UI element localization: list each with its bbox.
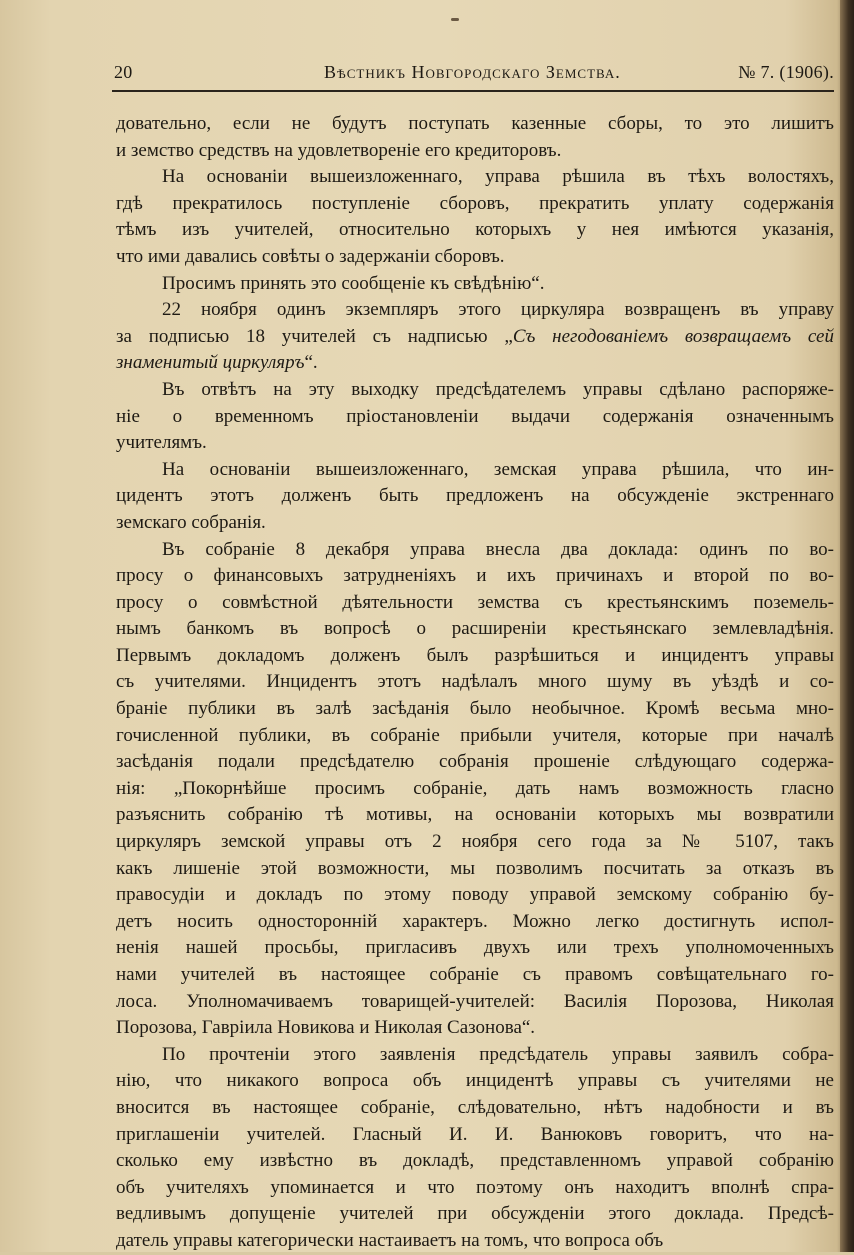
article-body bbox=[116, 111, 834, 1255]
paragraph bbox=[116, 164, 834, 270]
running-header bbox=[114, 62, 834, 88]
text-line: Порозова, Гавріила Новикова и Николая Сазонова“. bbox=[116, 1017, 536, 1039]
text-line: Первымъ докладомъ долженъ былъ разрѣшиться и инцидентъ управы bbox=[116, 644, 834, 666]
text-line: ведливымъ допущеніе учителей при обсужденіи этого доклада. Предсѣ- bbox=[116, 1203, 834, 1225]
text-line: просу о финансовыхъ затрудненіяхъ и ихъ причинахъ и второй по во- bbox=[116, 565, 834, 587]
text-line: цидентъ этотъ долженъ быть предложенъ на обсужденіе экстреннаго bbox=[116, 485, 834, 507]
text-line: нія: „Покорнѣйше просимъ собраніе, дать намъ возможность гласно bbox=[116, 777, 834, 799]
text-line: разъяснить собранію тѣ мотивы, на основаніи которыхъ мы возвратили bbox=[116, 804, 834, 826]
text-line: ніе о временномъ пріостановленіи выдачи содержанія означеннымъ bbox=[116, 405, 834, 427]
text-line: браніе публики въ залѣ засѣданія было необычное. Кромѣ весьма мно- bbox=[116, 698, 834, 720]
page-number: 20 bbox=[114, 62, 133, 82]
text-line: датель управы категорически настаиваетъ на томъ, что вопроса объ bbox=[116, 1229, 664, 1251]
text-line: нію, что никакого вопроса объ инцидентѣ управы съ учителями не bbox=[116, 1070, 834, 1092]
text-line: правосудіи и докладъ по этому поводу управой земскому собранію бу- bbox=[116, 884, 834, 906]
paragraph bbox=[116, 271, 834, 298]
text-line: засѣданія подали предсѣдателю собранія прошеніе слѣдующаго содержа- bbox=[116, 751, 834, 773]
text-line: какъ лишеніе этой возможности, мы позволимъ посчитать за отказъ въ bbox=[116, 857, 834, 879]
text-line: вносится въ настоящее собраніе, слѣдовательно, нѣтъ надобности и въ bbox=[116, 1096, 834, 1118]
text-line: гочисленной публики, въ собраніе прибыли учителя, которые при началѣ bbox=[116, 724, 834, 746]
text-line: гдѣ прекратилось поступленіе сборовъ, прекратить уплату содержанія bbox=[116, 192, 834, 214]
print-mark bbox=[451, 18, 459, 21]
paragraph bbox=[116, 537, 834, 1042]
paragraph bbox=[116, 111, 834, 164]
text-line: приглашеніи учителей. Гласный И. И. Ванюковъ говоритъ, что на- bbox=[116, 1123, 834, 1145]
text-line: земскаго собранія. bbox=[116, 511, 266, 533]
paragraph bbox=[116, 457, 834, 537]
text-line: знаменитый циркуляръ“. bbox=[116, 352, 318, 374]
text-line: объ учителяхъ упоминается и что поэтому онъ находитъ вполнѣ спра- bbox=[116, 1176, 834, 1198]
paragraph bbox=[116, 1042, 834, 1255]
text-line: детъ носить односторонній характеръ. Можно легко достигнуть испол- bbox=[116, 910, 834, 932]
text-line: нами учителей въ настоящее собраніе съ правомъ совѣщательнаго го- bbox=[116, 964, 834, 985]
journal-title: Вѣстникъ Новгородскаго Земства. bbox=[324, 62, 621, 82]
book-spine bbox=[840, 0, 854, 1252]
text-line: Въ собраніе 8 декабря управа внесла два доклада: одинъ по во- bbox=[162, 538, 834, 560]
text-line: за подписью 18 учителей съ надписью „Съ негодованіемъ возвращаемъ сей bbox=[116, 325, 834, 347]
text-line: учителямъ. bbox=[116, 432, 207, 454]
text-line: 22 ноября одинъ экземпляръ этого циркуляра возвращенъ въ управу bbox=[162, 299, 834, 321]
text-line: довательно, если не будутъ поступать казенные сборы, то это лишитъ bbox=[116, 113, 834, 134]
issue-number: № 7. (1906). bbox=[738, 62, 834, 82]
text-line: На основаніи вышеизложеннаго, управа рѣшила въ тѣхъ волостяхъ, bbox=[162, 166, 834, 188]
text-line: тѣмъ изъ учителей, относительно которыхъ у нея имѣются указанія, bbox=[116, 219, 834, 241]
text-line: и земство средствъ на удовлетвореніе его кредиторовъ. bbox=[116, 139, 562, 161]
text-line: ненія нашей просьбы, пригласивъ двухъ или трехъ уполномоченныхъ bbox=[116, 937, 834, 959]
text-line: лоса. Уполномачиваемъ товарищей-учителей: Василія Порозова, Николая bbox=[116, 990, 834, 1012]
text-line: сколько ему извѣстно въ докладѣ, представленномъ управой собранію bbox=[116, 1150, 834, 1172]
text-line: нымъ банкомъ въ вопросѣ о расширеніи крестьянскаго землевладѣнія. bbox=[116, 618, 834, 640]
text-line: На основаніи вышеизложеннаго, земская управа рѣшила, что ин- bbox=[162, 458, 834, 480]
text-line: По прочтеніи этого заявленія предсѣдатель управы заявилъ собра- bbox=[162, 1043, 834, 1065]
text-line: Просимъ принять это сообщеніе къ свѣдѣнію“. bbox=[162, 272, 545, 294]
text-line: циркуляръ земской управы отъ 2 ноября сего года за № 5107, такъ bbox=[116, 831, 834, 853]
header-rule bbox=[112, 90, 834, 92]
text-line: Въ отвѣтъ на эту выходку предсѣдателемъ управы сдѣлано распоряже- bbox=[162, 378, 834, 400]
paragraph bbox=[116, 377, 834, 457]
text-line: что ими давались совѣты о задержаніи сборовъ. bbox=[116, 245, 505, 267]
text-line: съ учителями. Инцидентъ этотъ надѣлалъ много шуму въ уѣздѣ и со- bbox=[116, 671, 834, 693]
paragraph bbox=[116, 297, 834, 377]
text-line: просу о совмѣстной дѣятельности земства съ крестьянскимъ поземель- bbox=[116, 591, 834, 613]
